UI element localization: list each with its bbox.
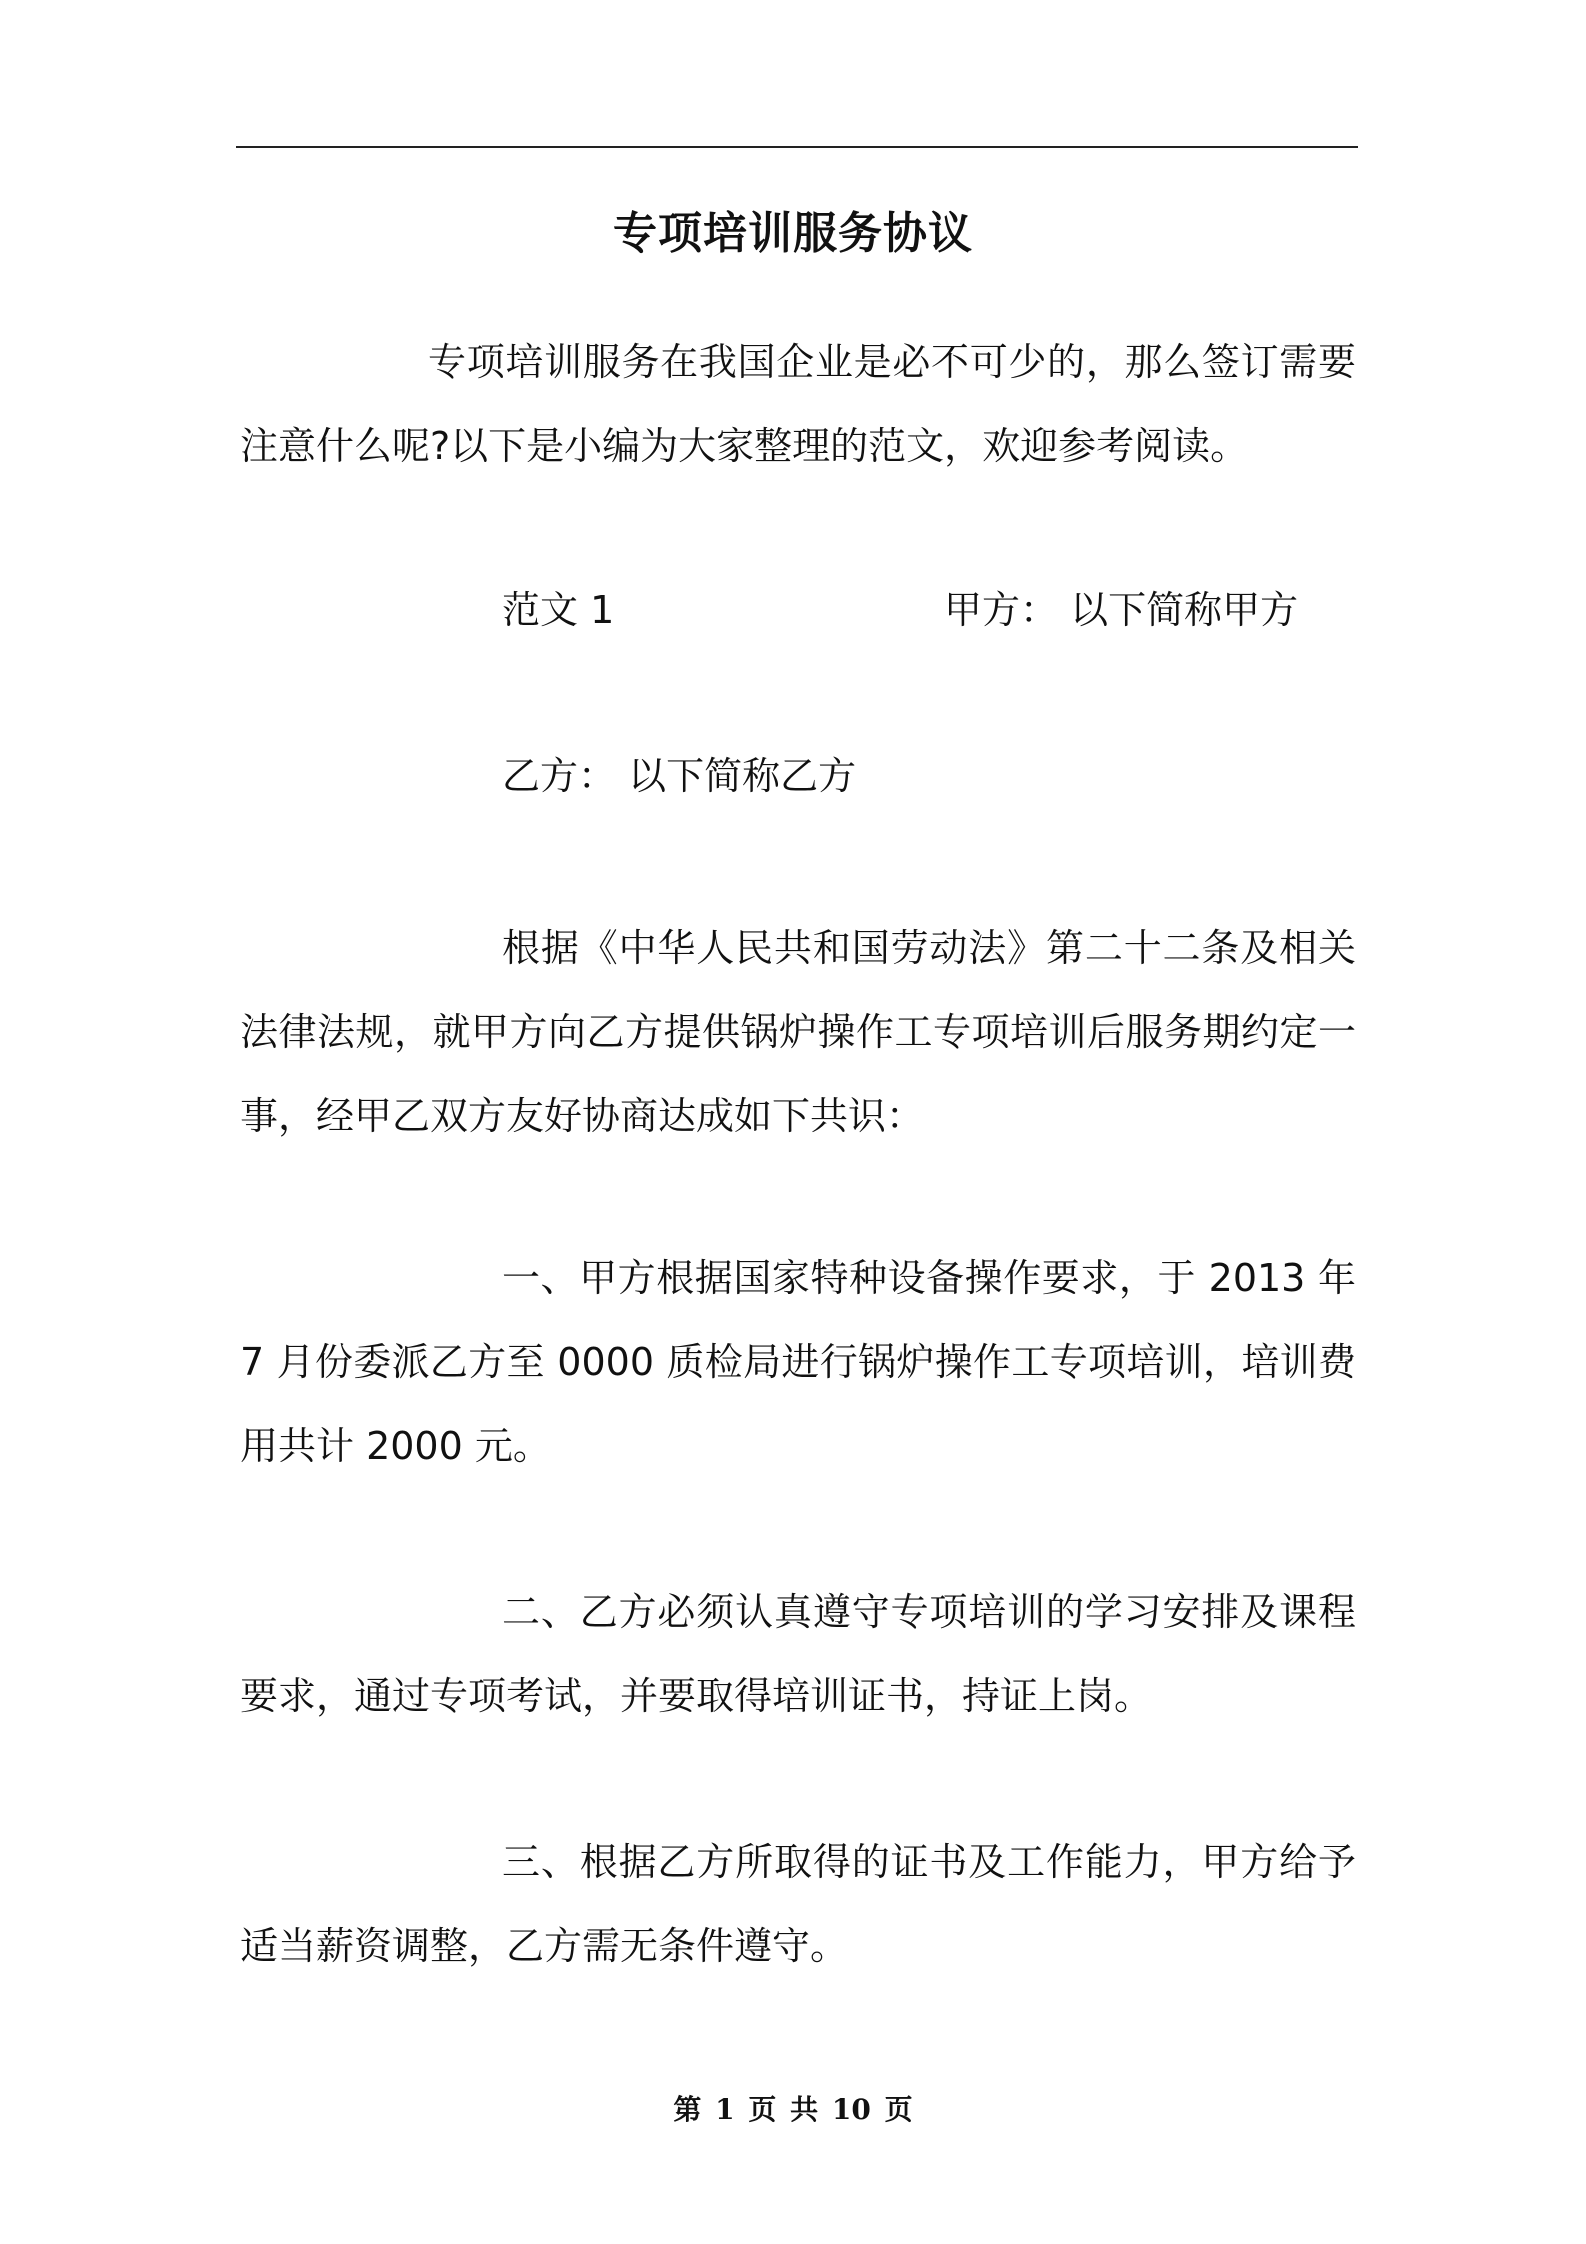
header-rule (236, 146, 1358, 148)
document-title: 专项培训服务协议 (613, 208, 973, 259)
intro-paragraph: 专项培训服务在我国企业是必不可少的，那么签订需要注意什么呢?以下是小编为大家整理的范文，欢迎参考阅读。 (240, 340, 1356, 468)
clause-1-paragraph: 一、甲方根据国家特种设备操作要求，于 2013 年 7 月份委派乙方至 0000 质检局进行锅炉操作工专项培训，培训费用共计 2000 元。 (240, 1256, 1356, 1468)
clause-2-paragraph: 二、乙方必须认真遵守专项培训的学习安排及课程要求，通过专项考试，并要取得培训证书，持证上岗。 (240, 1590, 1356, 1718)
party-b-line: 乙方： 以下简称乙方 (502, 754, 857, 798)
page-indicator: 第 1 页 共 10 页 (673, 2093, 913, 2126)
sample-label: 范文 1 (502, 588, 615, 632)
party-a-line: 甲方： 以下简称甲方 (944, 588, 1299, 632)
clause-3-paragraph: 三、根据乙方所取得的证书及工作能力，甲方给予适当薪资调整，乙方需无条件遵守。 (240, 1840, 1356, 1968)
preamble-paragraph: 根据《中华人民共和国劳动法》第二十二条及相关法律法规，就甲方向乙方提供锅炉操作工专项培训后服务期约定一事，经甲乙双方友好协商达成如下共识： (240, 926, 1356, 1138)
